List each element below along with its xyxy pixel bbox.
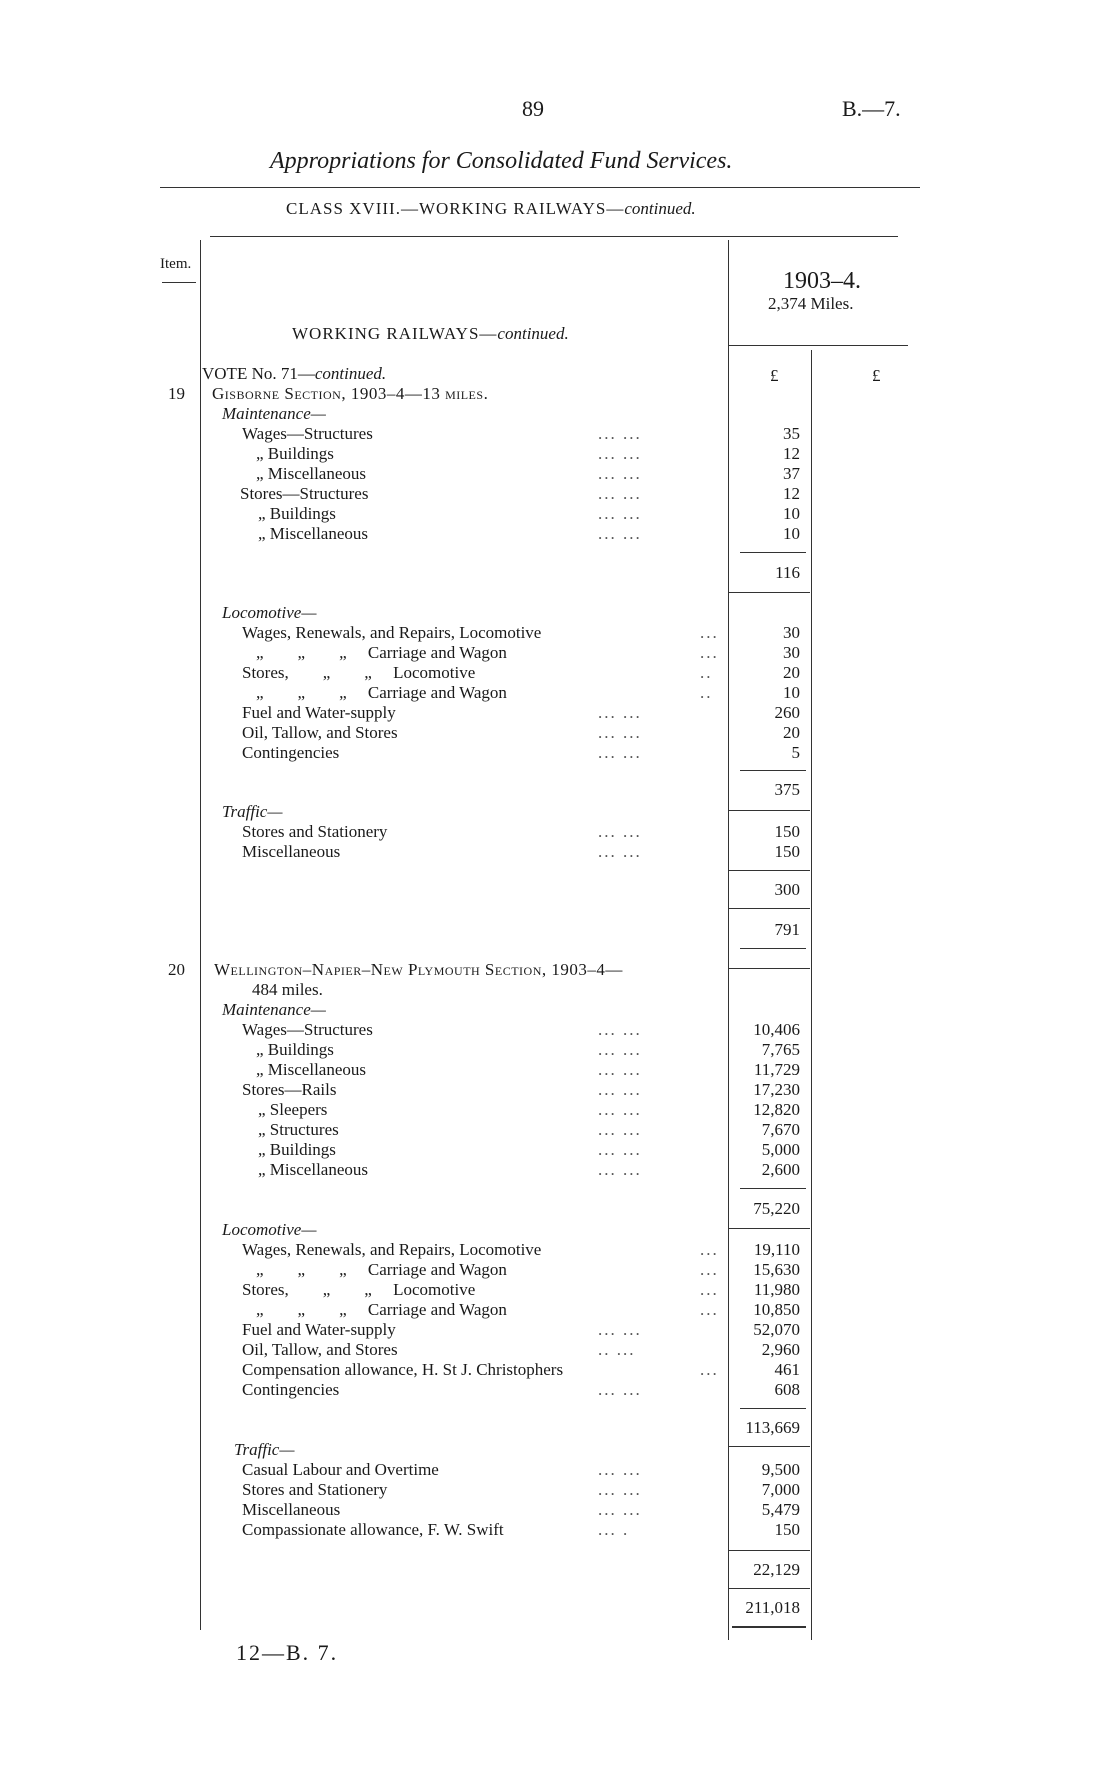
line-amount: 12 <box>783 444 800 463</box>
line-label: „ Buildings <box>258 1140 336 1159</box>
list-item <box>0 524 1114 544</box>
list-item <box>0 743 1114 763</box>
line-amount: 15,630 <box>753 1260 800 1279</box>
line-amount: 10,850 <box>753 1300 800 1319</box>
title-rule <box>160 187 920 188</box>
list-item <box>0 1480 1114 1500</box>
list-item <box>0 1100 1114 1120</box>
list-item <box>0 1360 1114 1380</box>
class-heading-cont: continued. <box>624 199 696 218</box>
list-item <box>0 1260 1114 1280</box>
leader-dots: ... ... <box>598 1460 642 1479</box>
sec19-loco-total: 375 <box>774 780 800 799</box>
year-header: 1903–4. <box>783 268 861 294</box>
line-amount: 150 <box>774 822 800 841</box>
line-amount: 12,820 <box>753 1100 800 1119</box>
sec19-grand-total: 791 <box>774 920 800 939</box>
section-heading-cont: continued. <box>497 324 569 343</box>
wellington-section-miles: 484 miles. <box>252 980 323 999</box>
line-label: „ Miscellaneous <box>258 524 368 543</box>
line-amount: 9,500 <box>761 1460 800 1479</box>
leader-dots: ... ... <box>598 1120 642 1139</box>
sec20-traffic-total: 22,129 <box>753 1560 800 1579</box>
leader-dots: ... <box>700 1360 719 1379</box>
line-amount: 260 <box>774 703 800 722</box>
list-item <box>0 1460 1114 1480</box>
leader-dots: ... ... <box>598 1160 642 1179</box>
line-label: Fuel and Water-supply <box>242 703 396 722</box>
line-label: „ „ „ Carriage and Wagon <box>256 683 507 702</box>
list-item <box>0 1500 1114 1520</box>
leader-dots: ... ... <box>598 444 642 463</box>
line-label: „ „ „ Carriage and Wagon <box>256 1300 507 1319</box>
sec19-maint-total: 116 <box>775 563 800 582</box>
vote-heading <box>202 364 386 384</box>
list-item <box>0 424 1114 444</box>
line-amount: 5,000 <box>761 1140 800 1159</box>
vote-cont: continued. <box>314 364 387 383</box>
line-amount: 30 <box>783 623 800 642</box>
total-rule <box>732 1626 806 1628</box>
line-amount: 10 <box>783 683 800 702</box>
sec20-traffic-heading: Traffic— <box>234 1440 295 1459</box>
subtotal-rule <box>728 1228 810 1229</box>
line-label: Stores, „ „ Locomotive <box>242 1280 476 1299</box>
line-label: „ „ „ Carriage and Wagon <box>256 1260 507 1279</box>
line-amount: 2,960 <box>761 1340 800 1359</box>
line-amount: 150 <box>774 842 800 861</box>
total-rule <box>740 948 806 949</box>
line-amount: 52,070 <box>753 1320 800 1339</box>
item-20-number: 20 <box>168 960 185 979</box>
sec19-loco-heading: Locomotive— <box>222 603 317 622</box>
item-19-number: 19 <box>168 384 185 403</box>
printer-signature: 12—B. 7. <box>236 1640 339 1665</box>
leader-dots: ... ... <box>598 1040 642 1059</box>
sec19-maint-heading: Maintenance— <box>222 404 326 423</box>
list-item <box>0 1300 1114 1320</box>
line-amount: 11,729 <box>753 1060 800 1079</box>
list-item <box>0 1340 1114 1360</box>
miles-header: 2,374 Miles. <box>768 294 854 313</box>
class-heading <box>286 199 696 219</box>
leader-dots: ... ... <box>598 842 642 861</box>
leader-dots: ... ... <box>598 1020 642 1039</box>
leader-dots: ... <box>700 1280 719 1299</box>
line-amount: 10 <box>783 504 800 523</box>
line-amount: 7,670 <box>761 1120 800 1139</box>
line-amount: 10,406 <box>753 1020 800 1039</box>
line-amount: 11,980 <box>753 1280 800 1299</box>
line-amount: 20 <box>783 723 800 742</box>
line-label: „ Buildings <box>256 1040 334 1059</box>
line-label: Compassionate allowance, F. W. Swift <box>242 1520 504 1539</box>
line-label: Oil, Tallow, and Stores <box>242 1340 398 1359</box>
page-title: Appropriations for Consolidated Fund Services. <box>270 148 733 174</box>
subtotal-rule <box>728 810 810 811</box>
line-amount: 5,479 <box>761 1500 800 1519</box>
line-label: Stores—Structures <box>240 484 369 503</box>
leader-dots: ... ... <box>598 1100 642 1119</box>
line-amount: 37 <box>783 464 800 483</box>
list-item <box>0 1120 1114 1140</box>
leader-dots: ... ... <box>598 524 642 543</box>
list-item <box>0 1320 1114 1340</box>
list-item <box>0 1140 1114 1160</box>
page-number: 89 <box>522 96 544 121</box>
sec20-loco-total: 113,669 <box>745 1418 800 1437</box>
subtotal-rule <box>728 592 810 593</box>
line-label: „ Miscellaneous <box>256 1060 366 1079</box>
subtotal-rule <box>740 1408 806 1409</box>
leader-dots: ... <box>700 623 719 642</box>
leader-dots: ... ... <box>598 743 642 762</box>
line-label: Contingencies <box>242 743 340 762</box>
sec20-maint-heading: Maintenance— <box>222 1000 326 1019</box>
header-bottom-rule <box>728 345 908 346</box>
leader-dots: .. <box>700 663 713 682</box>
line-label: „ Buildings <box>256 444 334 463</box>
subtotal-rule <box>740 1188 806 1189</box>
subtotal-rule <box>728 1588 810 1589</box>
line-label: „ Miscellaneous <box>256 464 366 483</box>
list-item <box>0 723 1114 743</box>
line-label: Fuel and Water-supply <box>242 1320 396 1339</box>
list-item <box>0 683 1114 703</box>
line-label: „ Sleepers <box>258 1100 328 1119</box>
line-amount: 7,000 <box>761 1480 800 1499</box>
subtotal-rule <box>740 770 806 771</box>
leader-dots: .. ... <box>598 1340 636 1359</box>
line-label: Wages, Renewals, and Repairs, Locomotive <box>242 623 542 642</box>
line-amount: 7,765 <box>761 1040 800 1059</box>
line-amount: 20 <box>783 663 800 682</box>
line-label: „ Buildings <box>258 504 336 523</box>
list-item <box>0 822 1114 842</box>
sec19-traffic-heading: Traffic— <box>222 802 283 821</box>
line-label: Wages, Renewals, and Repairs, Locomotive <box>242 1240 542 1259</box>
doc-reference: B.—7. <box>842 96 901 121</box>
leader-dots: ... ... <box>598 504 642 523</box>
list-item <box>0 623 1114 643</box>
line-label: Compensation allowance, H. St J. Christophers <box>242 1360 564 1379</box>
subtotal-rule <box>740 552 806 553</box>
table-top-rule <box>210 236 898 237</box>
list-item <box>0 504 1114 524</box>
leader-dots: ... ... <box>598 464 642 483</box>
leader-dots: ... <box>700 643 719 662</box>
leader-dots: ... ... <box>598 723 642 742</box>
line-amount: 10 <box>783 524 800 543</box>
list-item <box>0 1280 1114 1300</box>
line-amount: 35 <box>783 424 800 443</box>
line-label: Casual Labour and Overtime <box>242 1460 439 1479</box>
line-label: „ Structures <box>258 1120 339 1139</box>
line-amount: 12 <box>783 484 800 503</box>
leader-dots: ... ... <box>598 1380 642 1399</box>
sec20-loco-heading: Locomotive— <box>222 1220 317 1239</box>
subtotal-rule <box>728 908 810 909</box>
line-label: Stores—Rails <box>242 1080 337 1099</box>
line-amount: 17,230 <box>753 1080 800 1099</box>
line-amount: 5 <box>791 743 800 762</box>
list-item <box>0 464 1114 484</box>
leader-dots: ... ... <box>598 424 642 443</box>
line-label: Miscellaneous <box>242 1500 341 1519</box>
currency-symbol-2: £ <box>872 366 881 385</box>
line-label: Oil, Tallow, and Stores <box>242 723 398 742</box>
leader-dots: ... <box>700 1240 719 1259</box>
list-item <box>0 1040 1114 1060</box>
sec20-grand-total: 211,018 <box>745 1598 800 1617</box>
leader-dots: ... ... <box>598 1060 642 1079</box>
line-label: Wages—Structures <box>242 1020 373 1039</box>
leader-dots: .. <box>700 683 713 702</box>
list-item <box>0 842 1114 862</box>
list-item <box>0 703 1114 723</box>
subtotal-rule <box>728 1446 810 1447</box>
subtotal-rule <box>728 1550 810 1551</box>
leader-dots: ... ... <box>598 1480 642 1499</box>
list-item <box>0 1060 1114 1080</box>
sec20-maint-total: 75,220 <box>753 1199 800 1218</box>
line-amount: 2,600 <box>761 1160 800 1179</box>
wellington-section-title: Wellington–Napier–New Plymouth Section, 1903–4— <box>214 960 623 979</box>
leader-dots: ... ... <box>598 1320 642 1339</box>
list-item <box>0 484 1114 504</box>
class-heading-text: CLASS XVIII.—WORKING RAILWAYS— <box>286 199 625 218</box>
line-amount: 608 <box>774 1380 800 1399</box>
leader-dots: ... ... <box>598 1500 642 1519</box>
list-item <box>0 663 1114 683</box>
gisborne-section-title: Gisborne Section, 1903–4—13 miles. <box>212 384 489 403</box>
line-label: Miscellaneous <box>242 842 341 861</box>
list-item <box>0 1380 1114 1400</box>
leader-dots: ... ... <box>598 1080 642 1099</box>
subtotal-rule <box>728 870 810 871</box>
leader-dots: ... ... <box>598 822 642 841</box>
list-item <box>0 1020 1114 1040</box>
section-heading <box>292 324 569 344</box>
line-label: „ Miscellaneous <box>258 1160 368 1179</box>
list-item <box>0 1520 1114 1540</box>
leader-dots: ... ... <box>598 1140 642 1159</box>
line-label: Contingencies <box>242 1380 340 1399</box>
item-header-rule <box>162 282 196 283</box>
currency-symbol-1: £ <box>770 366 779 385</box>
list-item <box>0 643 1114 663</box>
line-amount: 30 <box>783 643 800 662</box>
line-label: Wages—Structures <box>242 424 373 443</box>
leader-dots: ... ... <box>598 703 642 722</box>
vote-label: VOTE No. 71— <box>202 364 315 383</box>
list-item <box>0 1160 1114 1180</box>
line-label: Stores and Stationery <box>242 822 388 841</box>
item-column-header: Item. <box>160 256 192 272</box>
list-item <box>0 1080 1114 1100</box>
section-heading-text: WORKING RAILWAYS— <box>292 324 498 343</box>
line-amount: 19,110 <box>753 1240 800 1259</box>
line-amount: 150 <box>774 1520 800 1539</box>
leader-dots: ... <box>700 1300 719 1319</box>
list-item <box>0 444 1114 464</box>
line-label: Stores and Stationery <box>242 1480 388 1499</box>
column-rule <box>728 968 810 969</box>
list-item <box>0 1240 1114 1260</box>
leader-dots: ... ... <box>598 484 642 503</box>
line-label: „ „ „ Carriage and Wagon <box>256 643 507 662</box>
leader-dots: ... <box>700 1260 719 1279</box>
line-label: Stores, „ „ Locomotive <box>242 663 476 682</box>
sec19-traffic-total: 300 <box>774 880 800 899</box>
line-amount: 461 <box>774 1360 800 1379</box>
leader-dots: ... . <box>598 1520 630 1539</box>
